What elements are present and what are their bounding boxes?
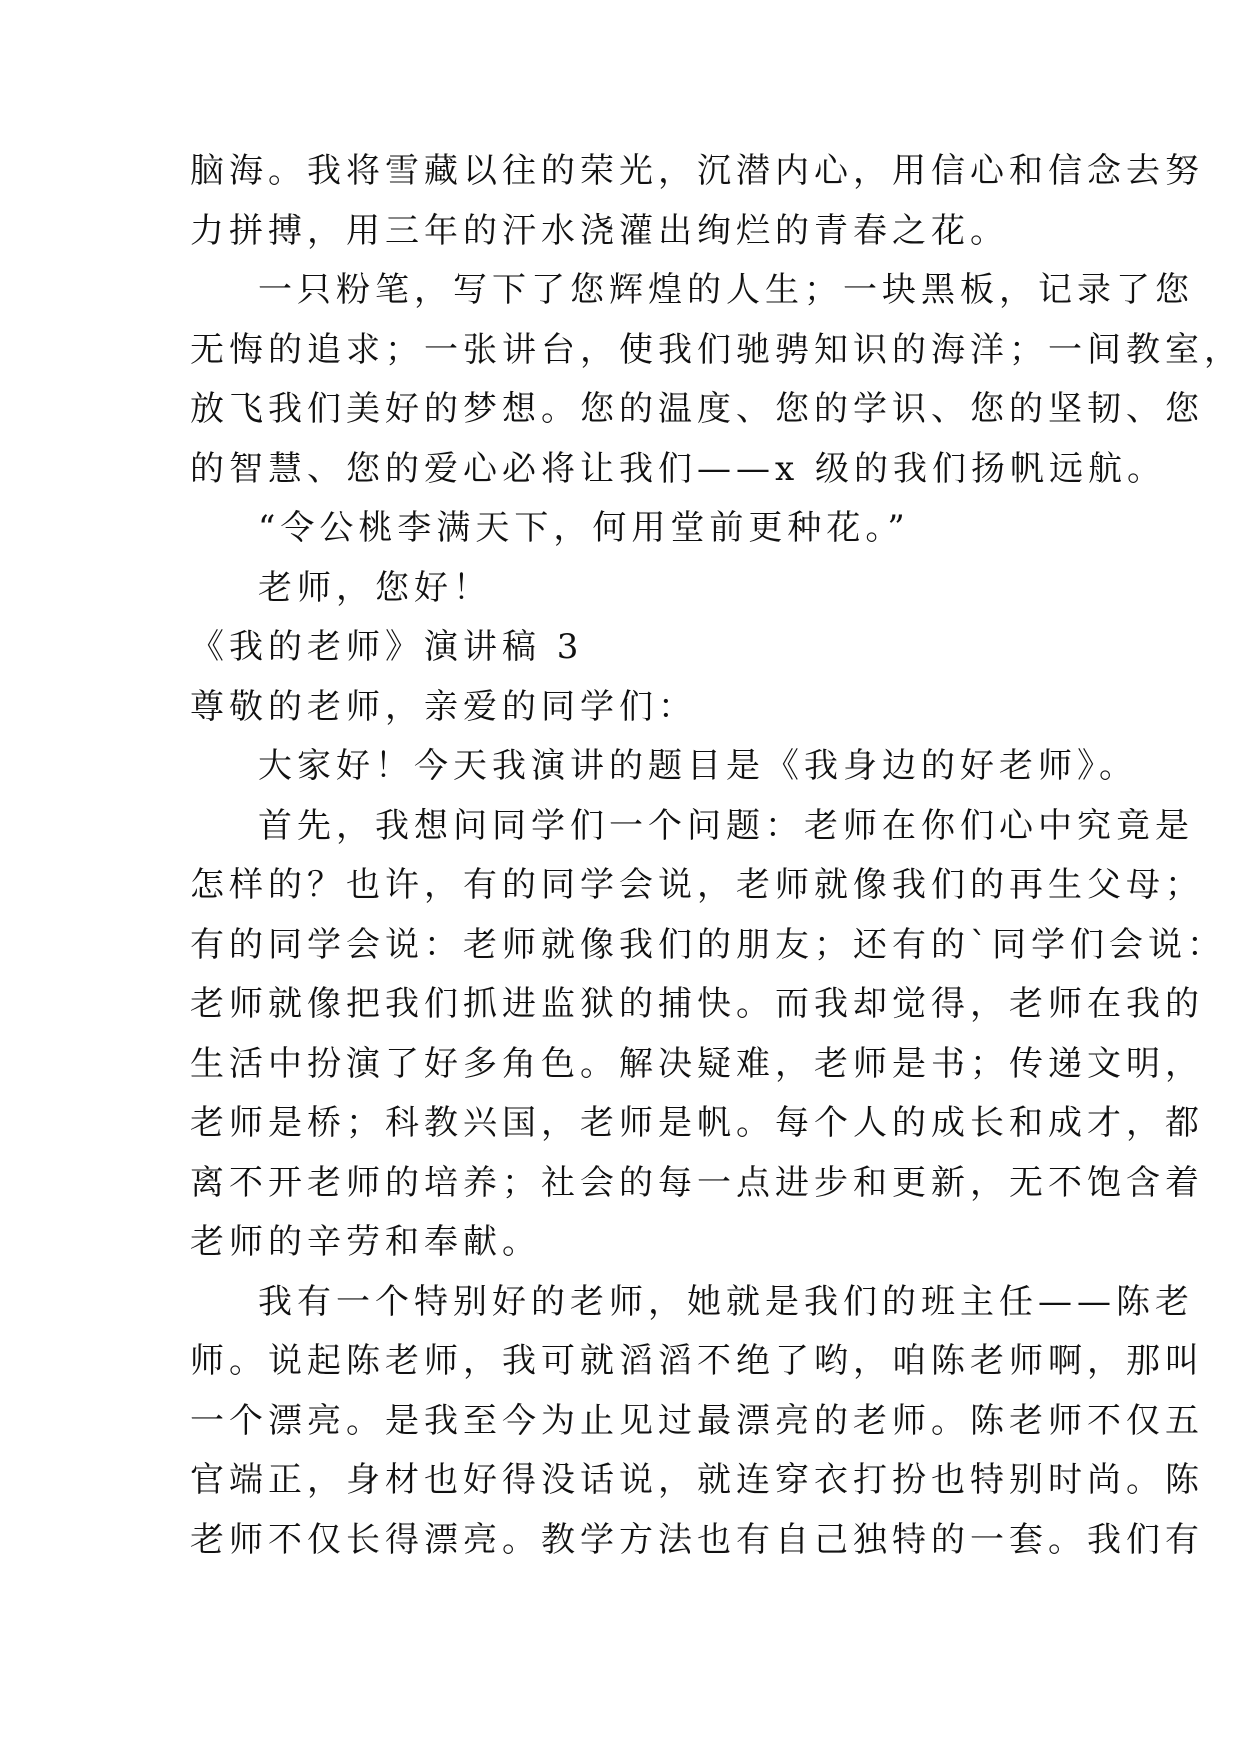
text-line: 脑海。我将雪藏以往的荣光，沉潜内心，用信心和信念去努 — [190, 151, 1204, 191]
text-line: 老师，您好！ — [258, 567, 492, 608]
text-line: 老师不仅长得漂亮。教学方法也有自己独特的一套。我们有 — [190, 1519, 1204, 1560]
text-line: 官端正，身材也好得没话说，就连穿衣打扮也特别时尚。陈 — [190, 1460, 1204, 1500]
text-line: 大家好！今天我演讲的题目是《我身边的好老师》。 — [258, 746, 1138, 786]
text-line: 一个漂亮。是我至今为止见过最漂亮的老师。陈老师不仅五 — [190, 1400, 1204, 1441]
section-title: 《我的老师》演讲稿 3 — [190, 627, 584, 667]
text-line: 老师是桥；科教兴国，老师是帆。每个人的成长和成才，都 — [190, 1103, 1204, 1143]
text-line: 首先，我想问同学们一个问题：老师在你们心中究竟是 — [258, 805, 1194, 846]
text-line: 无悔的追求；一张讲台，使我们驰骋知识的海洋；一间教室， — [190, 329, 1243, 370]
text-line: 生活中扮演了好多角色。解决疑难，老师是书；传递文明， — [190, 1043, 1204, 1084]
text-line: 有的同学会说：老师就像我们的朋友；还有的`同学们会说： — [190, 924, 1226, 965]
quote-line: “令公桃李满天下，何用堂前更种花。” — [258, 508, 910, 548]
text-line: 离不开老师的培养；社会的每一点进步和更新，无不饱含着 — [190, 1162, 1204, 1203]
text-line: 我有一个特别好的老师，她就是我们的班主任——陈老 — [258, 1281, 1194, 1322]
text-line: 怎样的？也许，有的同学会说，老师就像我们的再生父母； — [190, 865, 1204, 905]
document-body — [190, 142, 1243, 1570]
text-line: 放飞我们美好的梦想。您的温度、您的学识、您的坚韧、您 — [190, 389, 1204, 429]
text-line: 力拼搏，用三年的汗水浇灌出绚烂的青春之花。 — [190, 210, 1009, 251]
salutation-line: 尊敬的老师，亲爱的同学们： — [190, 686, 697, 727]
text-line: 一只粉笔，写下了您辉煌的人生；一块黑板，记录了您 — [258, 270, 1194, 310]
text-line: 的智慧、您的爱心必将让我们——x 级的我们扬帆远航。 — [190, 448, 1166, 489]
text-line: 师。说起陈老师，我可就滔滔不绝了哟，咱陈老师啊，那叫 — [190, 1341, 1204, 1381]
text-line: 老师就像把我们抓进监狱的捕快。而我却觉得，老师在我的 — [190, 984, 1204, 1024]
text-line: 老师的辛劳和奉献。 — [190, 1222, 541, 1262]
